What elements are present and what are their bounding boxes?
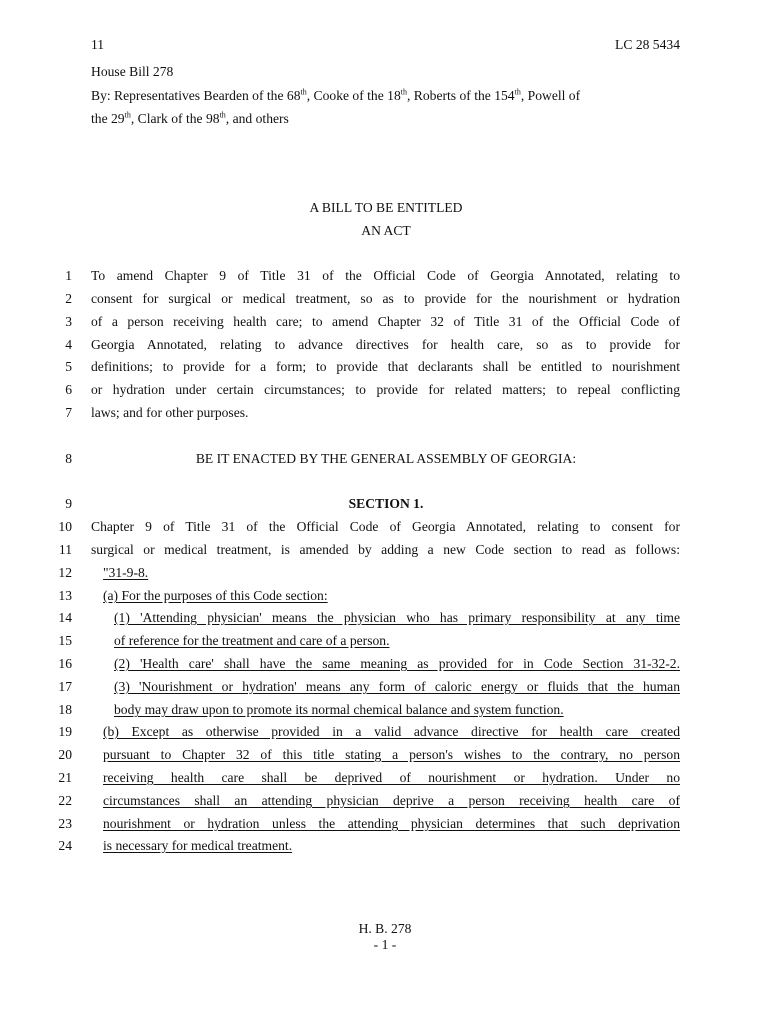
- line-number: 22: [58, 793, 72, 808]
- footer-page-number: - 1 -: [373, 937, 397, 952]
- line-number: 5: [65, 359, 72, 374]
- line-number: 19: [58, 724, 72, 739]
- bill-text-line: surgical or medical treatment, is amended by adding a new Code section to read as follows:: [91, 542, 680, 557]
- line-number: 17: [58, 679, 72, 694]
- bill-title: House Bill 278: [91, 64, 174, 79]
- line-number: 15: [58, 633, 72, 648]
- line-number: 2: [65, 291, 72, 306]
- line-number: 16: [58, 656, 72, 671]
- code-section-number: "31-9-8.: [103, 565, 149, 580]
- subsection-b-text: (b) Except as otherwise provided in a valid advance directive for health care created: [103, 724, 680, 739]
- subsection-a-heading: (a) For the purposes of this Code section:: [103, 588, 328, 603]
- line-number: 6: [65, 382, 72, 397]
- subsection-b-text: pursuant to Chapter 32 of this title stating a person's wishes to the contrary, no person: [103, 747, 680, 762]
- bill-text-line: definitions; to provide for a form; to provide that declarants shall be entitled to nourishment: [91, 359, 680, 374]
- bill-heading-entitled: A BILL TO BE ENTITLED: [309, 200, 463, 215]
- lc-number: LC 28 5434: [615, 37, 680, 52]
- line-number: 9: [65, 496, 72, 511]
- definition-nourishment-hydration: (3) 'Nourishment or hydration' means any form of caloric energy or fluids that the human: [114, 679, 680, 694]
- line-number: 8: [65, 451, 72, 466]
- line-number: 4: [65, 337, 72, 352]
- bill-heading-act: AN ACT: [361, 223, 411, 238]
- definition-attending-physician: (1) 'Attending physician' means the physician who has primary responsibility at any time: [114, 610, 680, 625]
- line-number: 11: [58, 542, 72, 557]
- line-number: 18: [58, 702, 72, 717]
- line-number: 24: [58, 838, 72, 853]
- line-number: 7: [65, 405, 72, 420]
- enacting-clause: BE IT ENACTED BY THE GENERAL ASSEMBLY OF GEORGIA:: [195, 451, 577, 466]
- bill-text-line: To amend Chapter 9 of Title 31 of the Official Code of Georgia Annotated, relating to: [91, 268, 680, 283]
- bill-text-line: of a person receiving health care; to amend Chapter 32 of Title 31 of the Official Code of: [91, 314, 680, 329]
- page-reference-number: 11: [91, 37, 105, 52]
- line-number: 13: [58, 588, 72, 603]
- bill-text-line: Georgia Annotated, relating to advance directives for health care, so as to provide for: [91, 337, 680, 352]
- line-number: 20: [58, 747, 72, 762]
- sponsors-line: By: Representatives Bearden of the 68th, Cooke of the 18th, Roberts of the 154th, Powell of: [91, 87, 581, 103]
- line-number: 10: [58, 519, 72, 534]
- definition-health-care: (2) 'Health care' shall have the same meaning as provided for in Code Section 31-32-2.: [114, 656, 680, 671]
- line-number: 21: [58, 770, 72, 785]
- line-number: 1: [65, 268, 72, 283]
- footer-bill-reference: H. B. 278: [358, 921, 412, 936]
- sponsors-line-continued: the 29th, Clark of the 98th, and others: [91, 110, 289, 126]
- bill-text-line: or hydration under certain circumstances; to provide for related matters; to repeal conflicting: [91, 382, 680, 397]
- subsection-b-text: circumstances shall an attending physician deprive a person receiving health care of: [103, 793, 680, 808]
- definition-attending-physician-cont: of reference for the treatment and care of a person.: [114, 633, 390, 648]
- subsection-b-text: nourishment or hydration unless the attending physician determines that such deprivation: [103, 816, 680, 831]
- line-number: 3: [65, 314, 72, 329]
- line-number: 14: [58, 610, 72, 625]
- bill-text-line: laws; and for other purposes.: [91, 405, 249, 420]
- subsection-b-text: is necessary for medical treatment.: [103, 838, 293, 853]
- bill-text-line: consent for surgical or medical treatment, so as to provide for the nourishment or hydration: [91, 291, 680, 306]
- definition-nourishment-hydration-cont: body may draw upon to promote its normal chemical balance and system function.: [114, 702, 564, 717]
- line-number: 12: [58, 565, 72, 580]
- section-heading: SECTION 1.: [348, 496, 424, 511]
- bill-text-line: Chapter 9 of Title 31 of the Official Code of Georgia Annotated, relating to consent for: [91, 519, 680, 534]
- subsection-b-text: receiving health care shall be deprived of nourishment or hydration. Under no: [103, 770, 680, 785]
- line-number: 23: [58, 816, 72, 831]
